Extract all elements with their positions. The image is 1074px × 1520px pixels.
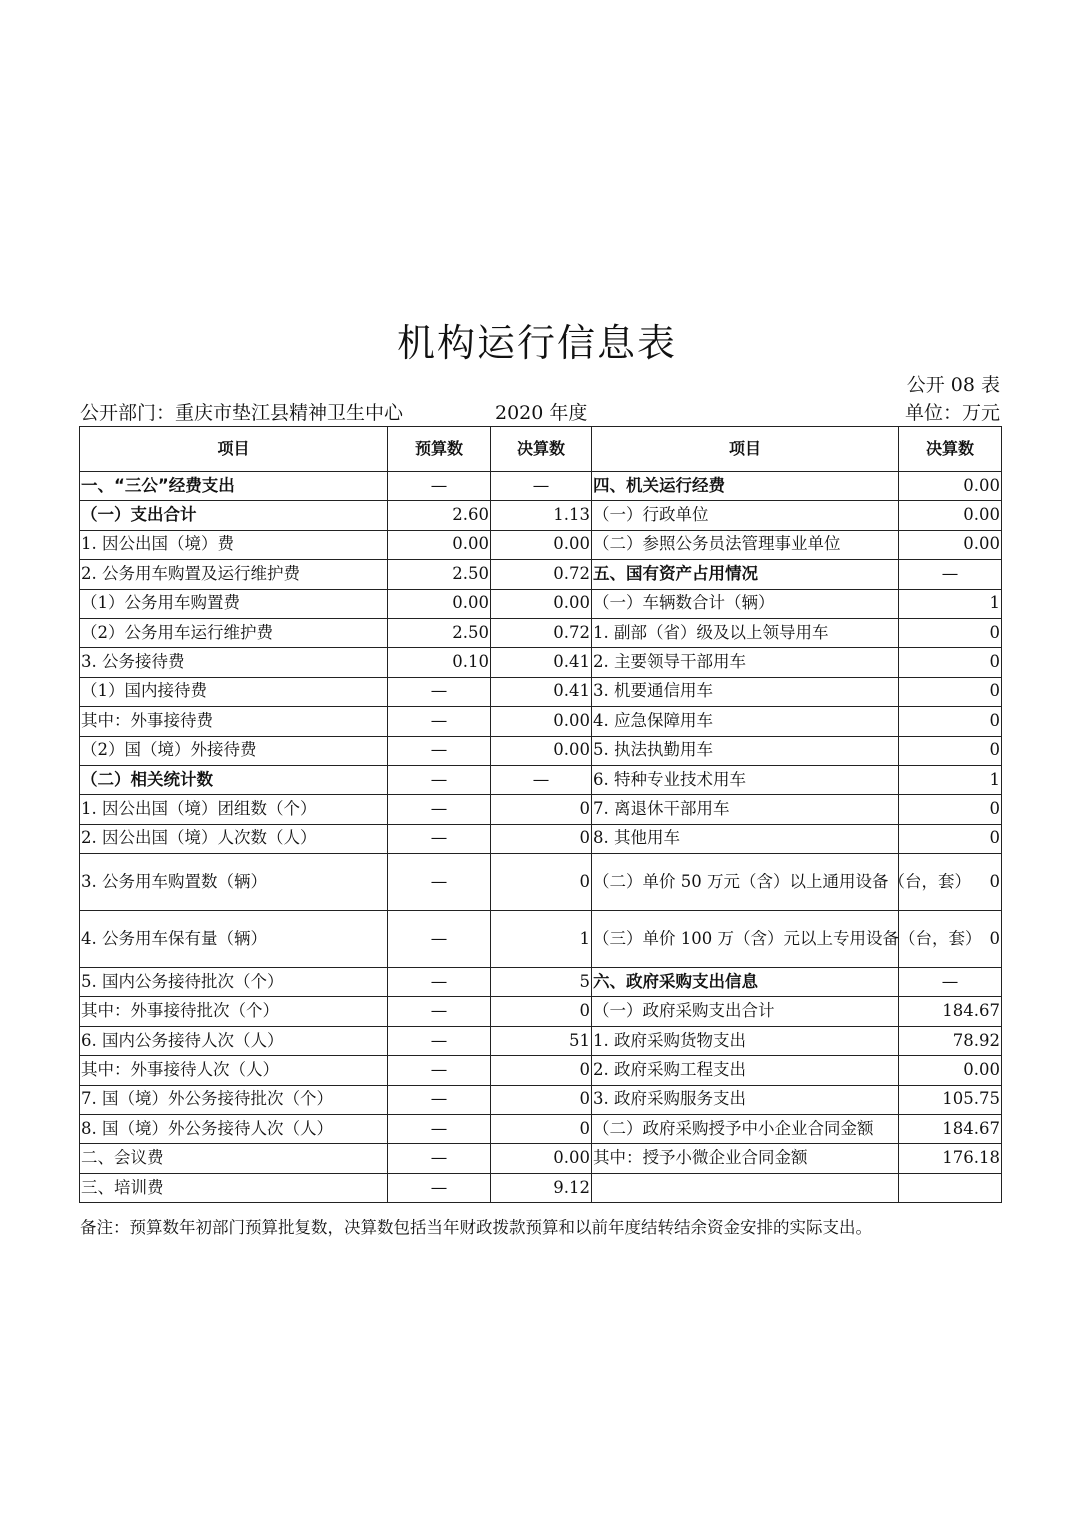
table-row [80, 997, 1002, 1026]
budget-cell: — [388, 997, 491, 1026]
budget-cell: 0.00 [388, 589, 491, 618]
table-row [80, 824, 1002, 853]
left-item-cell: 二、会议费 [80, 1144, 388, 1173]
final-cell: 0 [491, 1056, 592, 1085]
left-item-cell: （2）公务用车运行维护费 [80, 618, 388, 647]
table-body [80, 472, 1002, 1203]
left-item-cell: （二）相关统计数 [80, 765, 388, 794]
table-row [80, 589, 1002, 618]
budget-cell: — [388, 1026, 491, 1055]
budget-cell: — [388, 1173, 491, 1202]
right-final-cell [899, 1173, 1002, 1202]
table-row [80, 560, 1002, 589]
left-item-cell: 1. 因公出国（境）费 [80, 530, 388, 559]
table-row [80, 472, 1002, 501]
final-cell: 0.72 [491, 560, 592, 589]
right-item-cell: 8. 其他用车 [592, 824, 899, 853]
budget-cell: — [388, 707, 491, 736]
header-left-item: 项目 [80, 427, 388, 472]
final-cell: — [491, 472, 592, 501]
final-cell: 0 [491, 854, 592, 911]
right-final-cell: 176.18 [899, 1144, 1002, 1173]
table-row [80, 1085, 1002, 1114]
right-item-cell: 四、机关运行经费 [592, 472, 899, 501]
table-row [80, 501, 1002, 530]
left-item-cell: （2）国（境）外接待费 [80, 736, 388, 765]
final-cell: 0 [491, 1085, 592, 1114]
final-cell: 1.13 [491, 501, 592, 530]
table-row [80, 1173, 1002, 1202]
table-row [80, 911, 1002, 968]
info-table [79, 426, 1002, 1203]
table-row [80, 795, 1002, 824]
right-final-cell: 0.00 [899, 1056, 1002, 1085]
table-row [80, 968, 1002, 997]
right-final-cell: — [899, 560, 1002, 589]
left-item-cell: 其中：外事接待费 [80, 707, 388, 736]
table-header-row [80, 427, 1002, 472]
budget-cell: 2.50 [388, 560, 491, 589]
table-row [80, 618, 1002, 647]
left-item-cell: （一）支出合计 [80, 501, 388, 530]
left-item-cell: （1）国内接待费 [80, 677, 388, 706]
right-final-cell: 0 [899, 677, 1002, 706]
left-item-cell: 其中：外事接待批次（个） [80, 997, 388, 1026]
right-final-cell: 0.00 [899, 530, 1002, 559]
left-item-cell: 其中：外事接待人次（人） [80, 1056, 388, 1085]
table-row [80, 707, 1002, 736]
right-final-cell: 0 [899, 795, 1002, 824]
table-row [80, 1115, 1002, 1144]
final-cell: 0.00 [491, 530, 592, 559]
budget-cell: — [388, 1115, 491, 1144]
right-item-cell: 6. 特种专业技术用车 [592, 765, 899, 794]
left-item-cell: 6. 国内公务接待人次（人） [80, 1026, 388, 1055]
page-title: 机构运行信息表 [396, 321, 677, 365]
left-item-cell: 4. 公务用车保有量（辆） [80, 911, 388, 968]
budget-cell: — [388, 911, 491, 968]
left-item-cell: 8. 国（境）外公务接待人次（人） [80, 1115, 388, 1144]
right-item-cell: 3. 政府采购服务支出 [592, 1085, 899, 1114]
budget-cell: — [388, 472, 491, 501]
right-final-cell: — [899, 968, 1002, 997]
final-cell: 0 [491, 997, 592, 1026]
left-item-cell: （1）公务用车购置费 [80, 589, 388, 618]
left-item-cell: 一、“三公”经费支出 [80, 472, 388, 501]
left-item-cell: 7. 国（境）外公务接待批次（个） [80, 1085, 388, 1114]
budget-cell: — [388, 1056, 491, 1085]
left-item-cell: 2. 因公出国（境）人次数（人） [80, 824, 388, 853]
final-cell: 0.00 [491, 1144, 592, 1173]
right-item-cell: 五、国有资产占用情况 [592, 560, 899, 589]
budget-cell: 2.50 [388, 618, 491, 647]
budget-cell: — [388, 1085, 491, 1114]
right-final-cell: 1 [899, 765, 1002, 794]
right-final-cell: 0.00 [899, 501, 1002, 530]
table-row [80, 648, 1002, 677]
meta-line [80, 398, 1000, 426]
year-label: 2020 年度 [495, 402, 588, 424]
right-final-cell: 78.92 [899, 1026, 1002, 1055]
table-row [80, 736, 1002, 765]
header-right-final: 决算数 [899, 427, 1002, 472]
right-item-cell: （二）单价 50 万元（含）以上通用设备（台，套） [592, 854, 899, 911]
budget-cell: — [388, 795, 491, 824]
right-final-cell: 0 [899, 854, 1002, 911]
right-final-cell: 0 [899, 824, 1002, 853]
final-cell: 1 [491, 911, 592, 968]
final-cell: 0.00 [491, 589, 592, 618]
left-item-cell: 3. 公务接待费 [80, 648, 388, 677]
right-item-cell: （二）参照公务员法管理事业单位 [592, 530, 899, 559]
left-item-cell: 3. 公务用车购置数（辆） [80, 854, 388, 911]
table-row [80, 765, 1002, 794]
left-item-cell: 5. 国内公务接待批次（个） [80, 968, 388, 997]
table-row [80, 530, 1002, 559]
header-right-item: 项目 [592, 427, 899, 472]
right-item-cell: （一）行政单位 [592, 501, 899, 530]
left-item-cell: 2. 公务用车购置及运行维护费 [80, 560, 388, 589]
form-number: 公开 08 表 [906, 374, 1000, 396]
right-final-cell: 0 [899, 618, 1002, 647]
department-label: 公开部门：重庆市垫江县精神卫生中心 [80, 402, 404, 424]
right-item-cell: 其中：授予小微企业合同金额 [592, 1144, 899, 1173]
final-cell: 0 [491, 824, 592, 853]
right-final-cell: 105.75 [899, 1085, 1002, 1114]
final-cell: 9.12 [491, 1173, 592, 1202]
right-item-cell: 2. 主要领导干部用车 [592, 648, 899, 677]
header-final: 决算数 [491, 427, 592, 472]
final-cell: 0 [491, 1115, 592, 1144]
final-cell: — [491, 765, 592, 794]
header-budget: 预算数 [388, 427, 491, 472]
right-final-cell: 0 [899, 707, 1002, 736]
table-row [80, 677, 1002, 706]
right-final-cell: 0 [899, 911, 1002, 968]
right-item-cell: 4. 应急保障用车 [592, 707, 899, 736]
right-item-cell: （一）车辆数合计（辆） [592, 589, 899, 618]
final-cell: 5 [491, 968, 592, 997]
right-final-cell: 0 [899, 736, 1002, 765]
right-item-cell: 3. 机要通信用车 [592, 677, 899, 706]
budget-cell: — [388, 854, 491, 911]
final-cell: 0.41 [491, 677, 592, 706]
right-item-cell: （三）单价 100 万（含）元以上专用设备（台，套） [592, 911, 899, 968]
final-cell: 0.00 [491, 736, 592, 765]
final-cell: 0 [491, 795, 592, 824]
table-row [80, 854, 1002, 911]
left-item-cell: 三、培训费 [80, 1173, 388, 1202]
final-cell: 0.00 [491, 707, 592, 736]
table-row [80, 1056, 1002, 1085]
right-item-cell: 5. 执法执勤用车 [592, 736, 899, 765]
right-item-cell: （一）政府采购支出合计 [592, 997, 899, 1026]
right-item-cell [592, 1173, 899, 1202]
unit-label: 单位：万元 [904, 402, 1000, 424]
budget-cell: — [388, 677, 491, 706]
table-row [80, 1026, 1002, 1055]
right-item-cell: 1. 政府采购货物支出 [592, 1026, 899, 1055]
right-final-cell: 1 [899, 589, 1002, 618]
right-item-cell: 1. 副部（省）级及以上领导用车 [592, 618, 899, 647]
right-item-cell: 7. 离退休干部用车 [592, 795, 899, 824]
budget-cell: — [388, 824, 491, 853]
right-item-cell: 2. 政府采购工程支出 [592, 1056, 899, 1085]
right-final-cell: 184.67 [899, 997, 1002, 1026]
left-item-cell: 1. 因公出国（境）团组数（个） [80, 795, 388, 824]
budget-cell: 0.00 [388, 530, 491, 559]
budget-cell: — [388, 968, 491, 997]
right-final-cell: 0.00 [899, 472, 1002, 501]
budget-cell: 0.10 [388, 648, 491, 677]
budget-cell: — [388, 765, 491, 794]
budget-cell: — [388, 736, 491, 765]
right-item-cell: 六、政府采购支出信息 [592, 968, 899, 997]
final-cell: 51 [491, 1026, 592, 1055]
footnote: 备注：预算数年初部门预算批复数，决算数包括当年财政拨款预算和以前年度结转结余资金安排的实际支出。 [80, 1218, 872, 1237]
right-final-cell: 0 [899, 648, 1002, 677]
right-item-cell: （二）政府采购授予中小企业合同金额 [592, 1115, 899, 1144]
table-row [80, 1144, 1002, 1173]
budget-cell: — [388, 1144, 491, 1173]
final-cell: 0.41 [491, 648, 592, 677]
budget-cell: 2.60 [388, 501, 491, 530]
final-cell: 0.72 [491, 618, 592, 647]
right-final-cell: 184.67 [899, 1115, 1002, 1144]
